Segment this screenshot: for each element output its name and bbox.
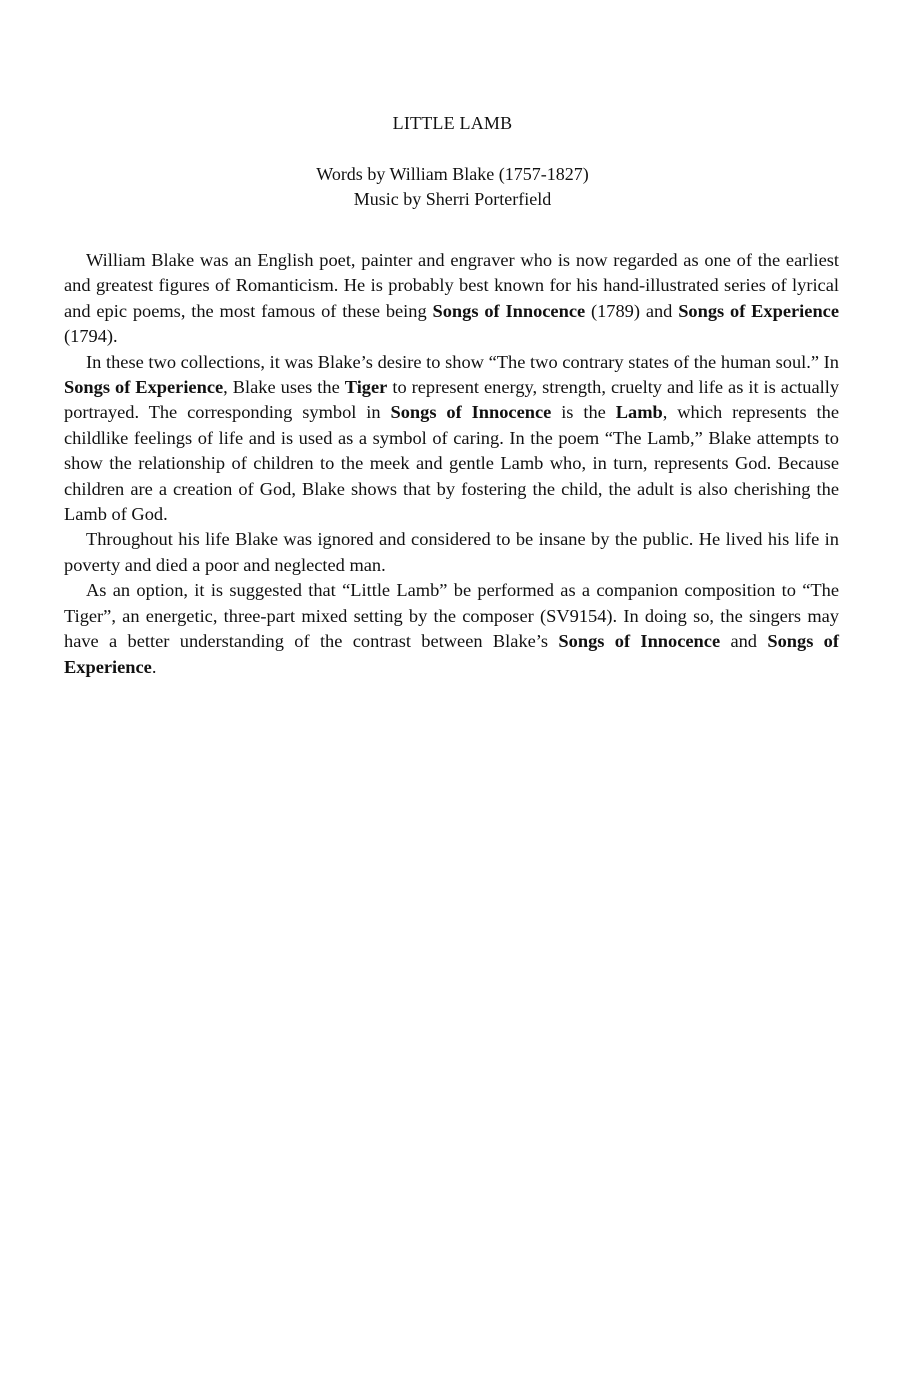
text-run: is the xyxy=(551,402,616,423)
bold-title-run: Songs of Experience xyxy=(678,300,840,321)
paragraph xyxy=(64,248,839,350)
text-run: to represent energy, strength, cruelty and life as it is actually portrayed. The corresponding symbol in xyxy=(64,377,840,423)
bold-title-run: Songs of Innocence xyxy=(390,402,552,423)
paragraph xyxy=(64,578,839,680)
text-run: As an option, it is suggested that “Little Lamb” be performed as a companion composition to “The Tiger”, an energetic, three-part mixed setting by the composer (SV9154). In doing so, the singers may have a better understanding of the contrast between Blake’s xyxy=(64,580,839,652)
bold-title-run: Songs of Innocence xyxy=(558,631,721,652)
text-run: and xyxy=(720,631,768,652)
text-run: (1789) and xyxy=(585,300,679,321)
body-text xyxy=(64,248,839,680)
text-run: In these two collections, it was Blake’s desire to show “The two contrary states of the human soul.” In xyxy=(86,351,839,372)
words-credit: Words by William Blake (1757-1827) xyxy=(316,164,589,184)
paragraph xyxy=(64,350,839,528)
text-run: William Blake was an English poet, painter and engraver who is now regarded as one of the earliest and greatest figures of Romanticism. He is probably best known for his hand-illustrated series of lyrical and epic poems, the most famous of these being xyxy=(64,250,839,321)
paragraph xyxy=(64,527,839,578)
bold-title-run: Songs of Innocence xyxy=(432,300,586,321)
text-run: Throughout his life Blake was ignored and considered to be insane by the public. He lived his life in poverty and died a poor and neglected man. xyxy=(64,529,839,575)
credits xyxy=(0,162,900,212)
text-run: , which represents the childlike feelings of life and is used as a symbol of caring. In the poem “The Lamb,” Blake attempts to show the relationship of children to the meek and gentle Lamb who, in turn, represents God. Because children are a creation of God, Blake shows that by fostering the child, the adult is also cherishing the Lamb of God. xyxy=(64,402,840,525)
bold-title-run: Tiger xyxy=(344,377,388,398)
music-credit: Music by Sherri Porterfield xyxy=(353,189,552,209)
bold-title-run: Songs of Experience xyxy=(64,631,840,677)
text-run: (1794). xyxy=(64,326,118,347)
text-run: , Blake uses the xyxy=(223,377,345,398)
text-run: . xyxy=(151,656,157,677)
bold-title-run: Songs of Experience xyxy=(64,377,224,398)
bold-title-run: Lamb xyxy=(615,402,663,423)
page-title: LITTLE LAMB xyxy=(392,113,513,133)
